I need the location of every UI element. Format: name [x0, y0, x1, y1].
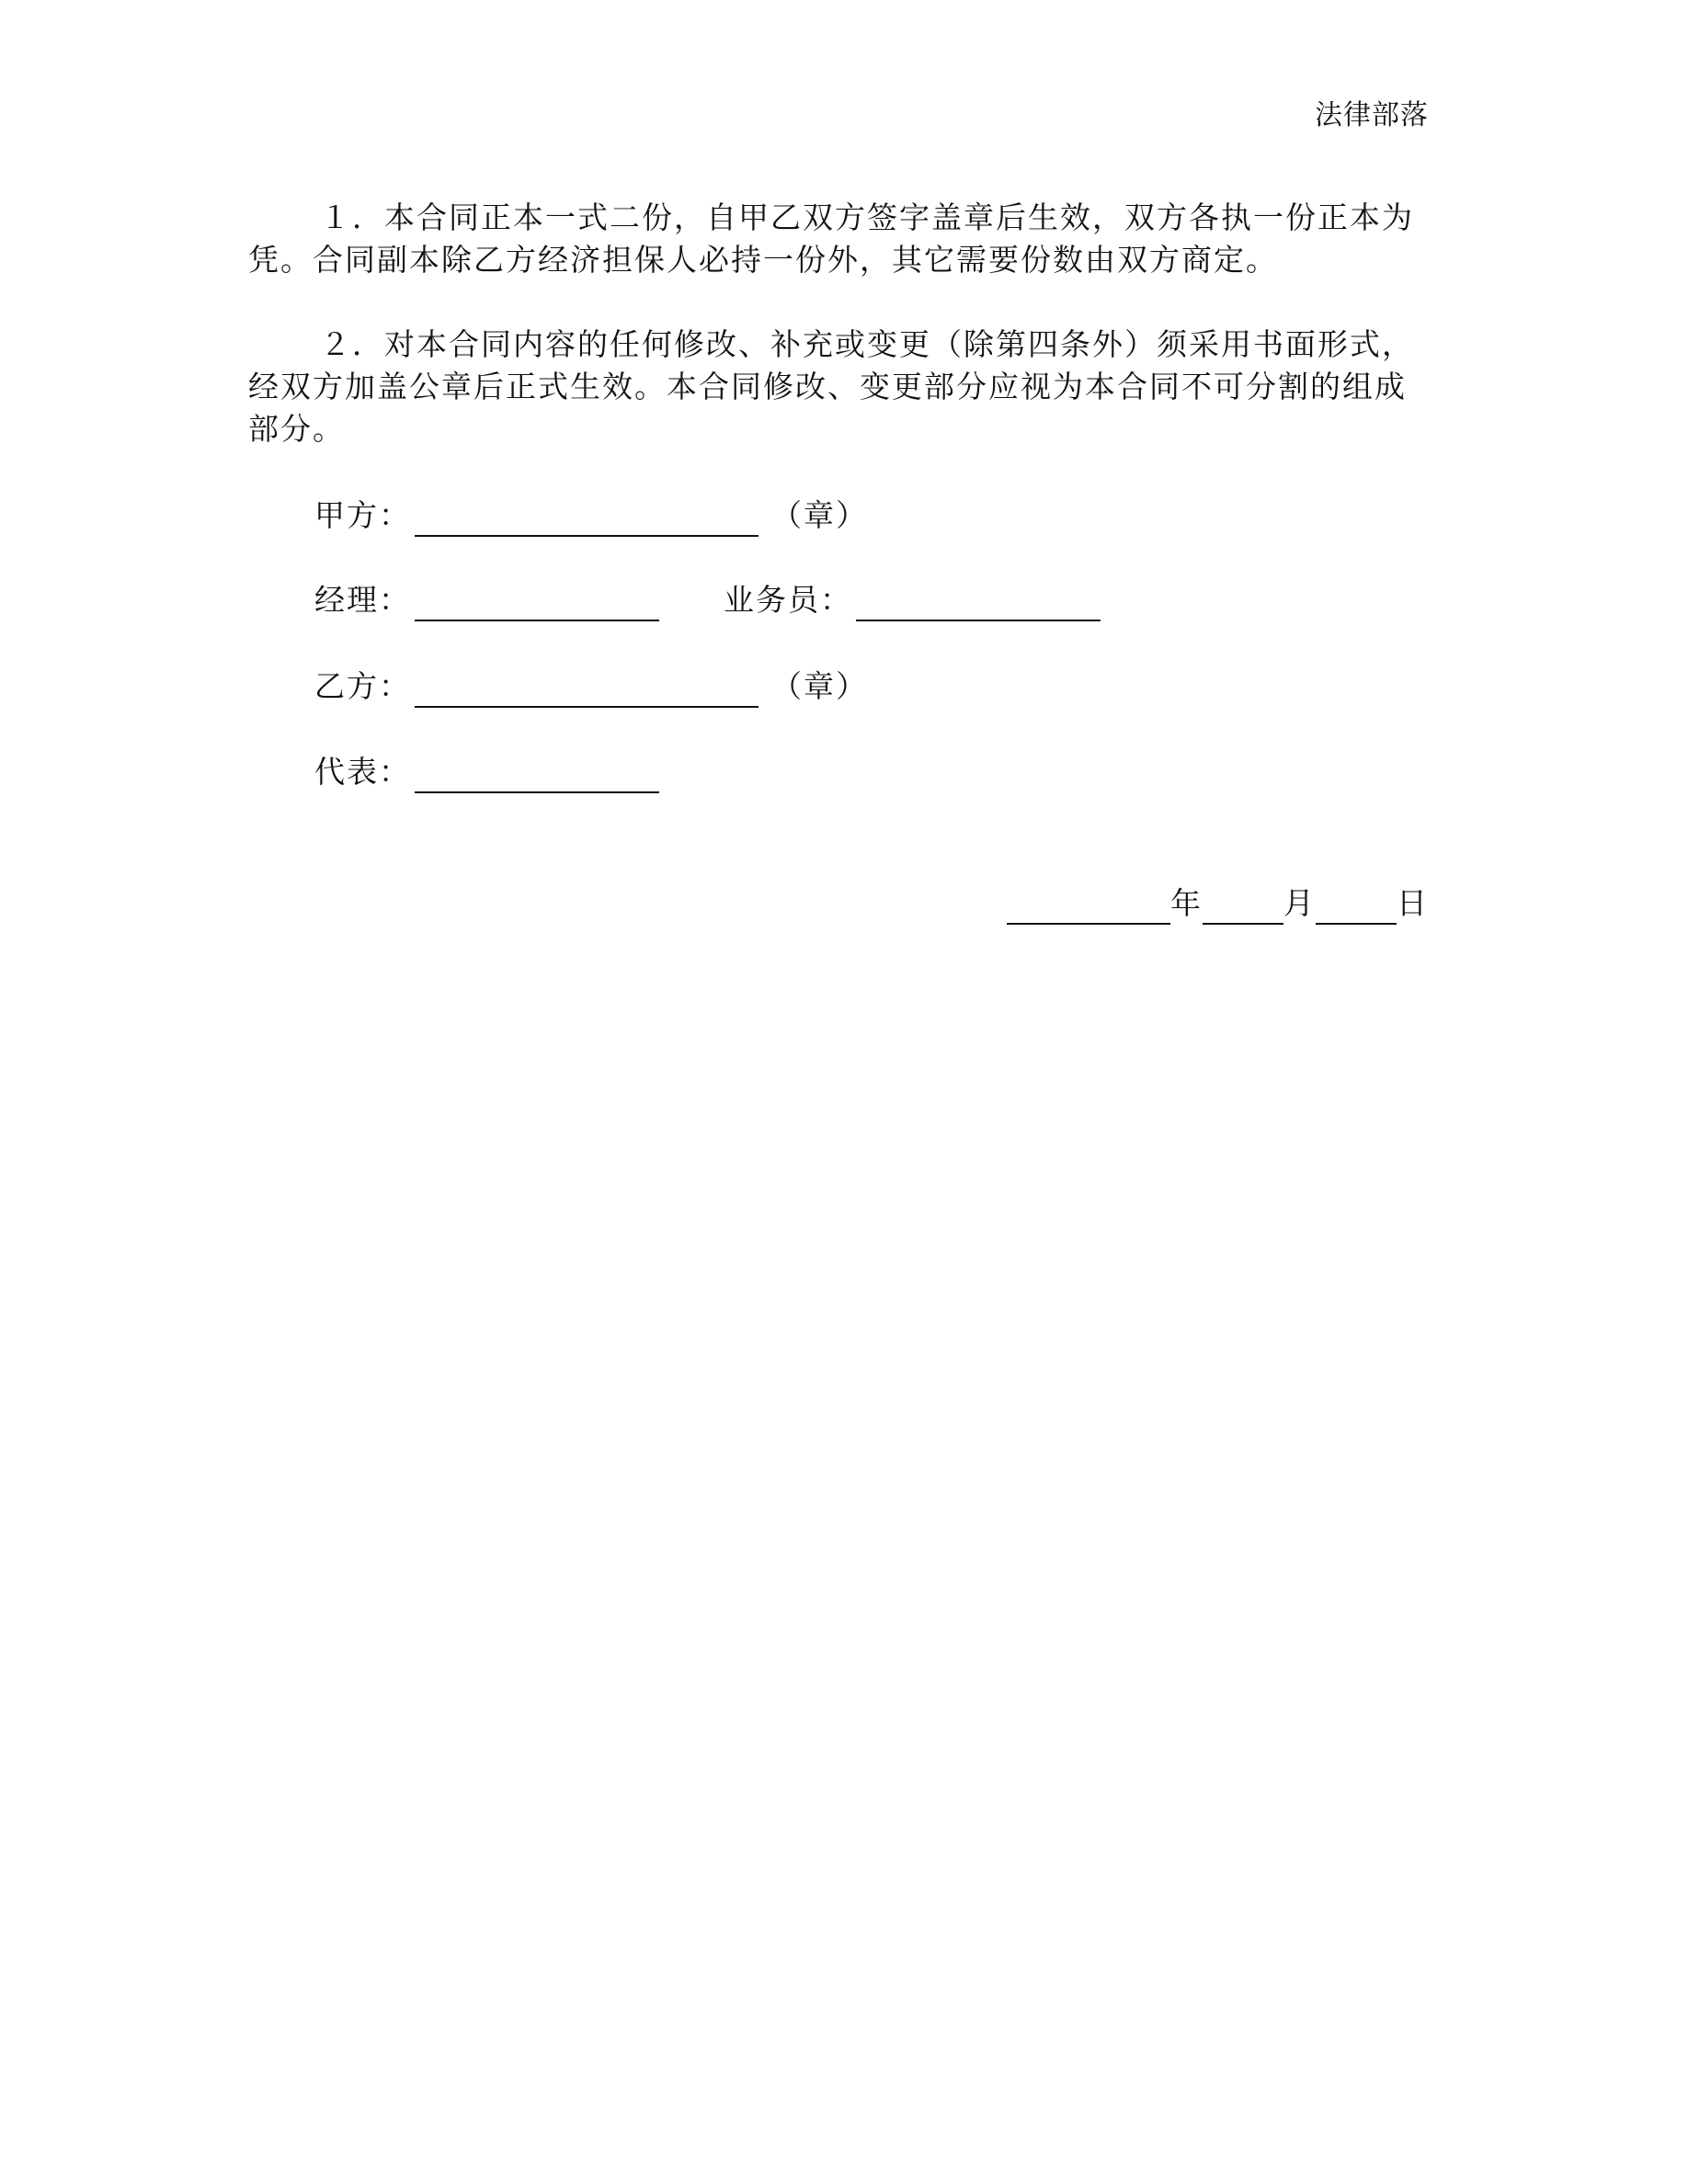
party-b-label: 乙方：	[314, 668, 411, 704]
party-b-seal: （章）	[771, 668, 868, 704]
clause-2-line-3: 部分。	[248, 411, 345, 447]
party-a-seal: （章）	[771, 497, 868, 533]
party-a-label: 甲方：	[314, 497, 411, 533]
representative-row	[314, 751, 659, 793]
salesperson-label: 业务员：	[724, 582, 852, 618]
document-source: 法律部落	[1315, 99, 1429, 131]
party-a-blank[interactable]	[415, 504, 758, 537]
month-label: 月	[1283, 885, 1316, 921]
year-label: 年	[1170, 885, 1203, 921]
clause-1-line-1: １．本合同正本一式二份，自甲乙双方签字盖章后生效，双方各执一份正本为	[320, 199, 1414, 235]
manager-blank[interactable]	[415, 588, 659, 621]
party-b-row	[314, 665, 868, 708]
representative-blank[interactable]	[415, 760, 659, 793]
clause-2-line-1: ２．对本合同内容的任何修改、补充或变更（除第四条外）须采用书面形式，	[320, 326, 1414, 362]
year-blank[interactable]	[1007, 892, 1170, 925]
representative-label: 代表：	[314, 754, 411, 790]
date-row	[1007, 882, 1429, 925]
party-a-row	[314, 495, 868, 537]
clause-1	[248, 197, 1434, 281]
day-blank[interactable]	[1316, 892, 1397, 925]
clause-2	[248, 324, 1434, 450]
clause-1-line-2: 凭。合同副本除乙方经济担保人必持一份外，其它需要份数由双方商定。	[248, 242, 1278, 278]
salesperson-blank[interactable]	[856, 588, 1101, 621]
manager-row	[314, 579, 1101, 621]
clause-2-line-2: 经双方加盖公章后正式生效。本合同修改、变更部分应视为本合同不可分割的组成	[248, 369, 1407, 404]
party-b-blank[interactable]	[415, 675, 758, 708]
manager-label: 经理：	[314, 582, 411, 618]
month-blank[interactable]	[1203, 892, 1283, 925]
day-label: 日	[1397, 885, 1429, 921]
